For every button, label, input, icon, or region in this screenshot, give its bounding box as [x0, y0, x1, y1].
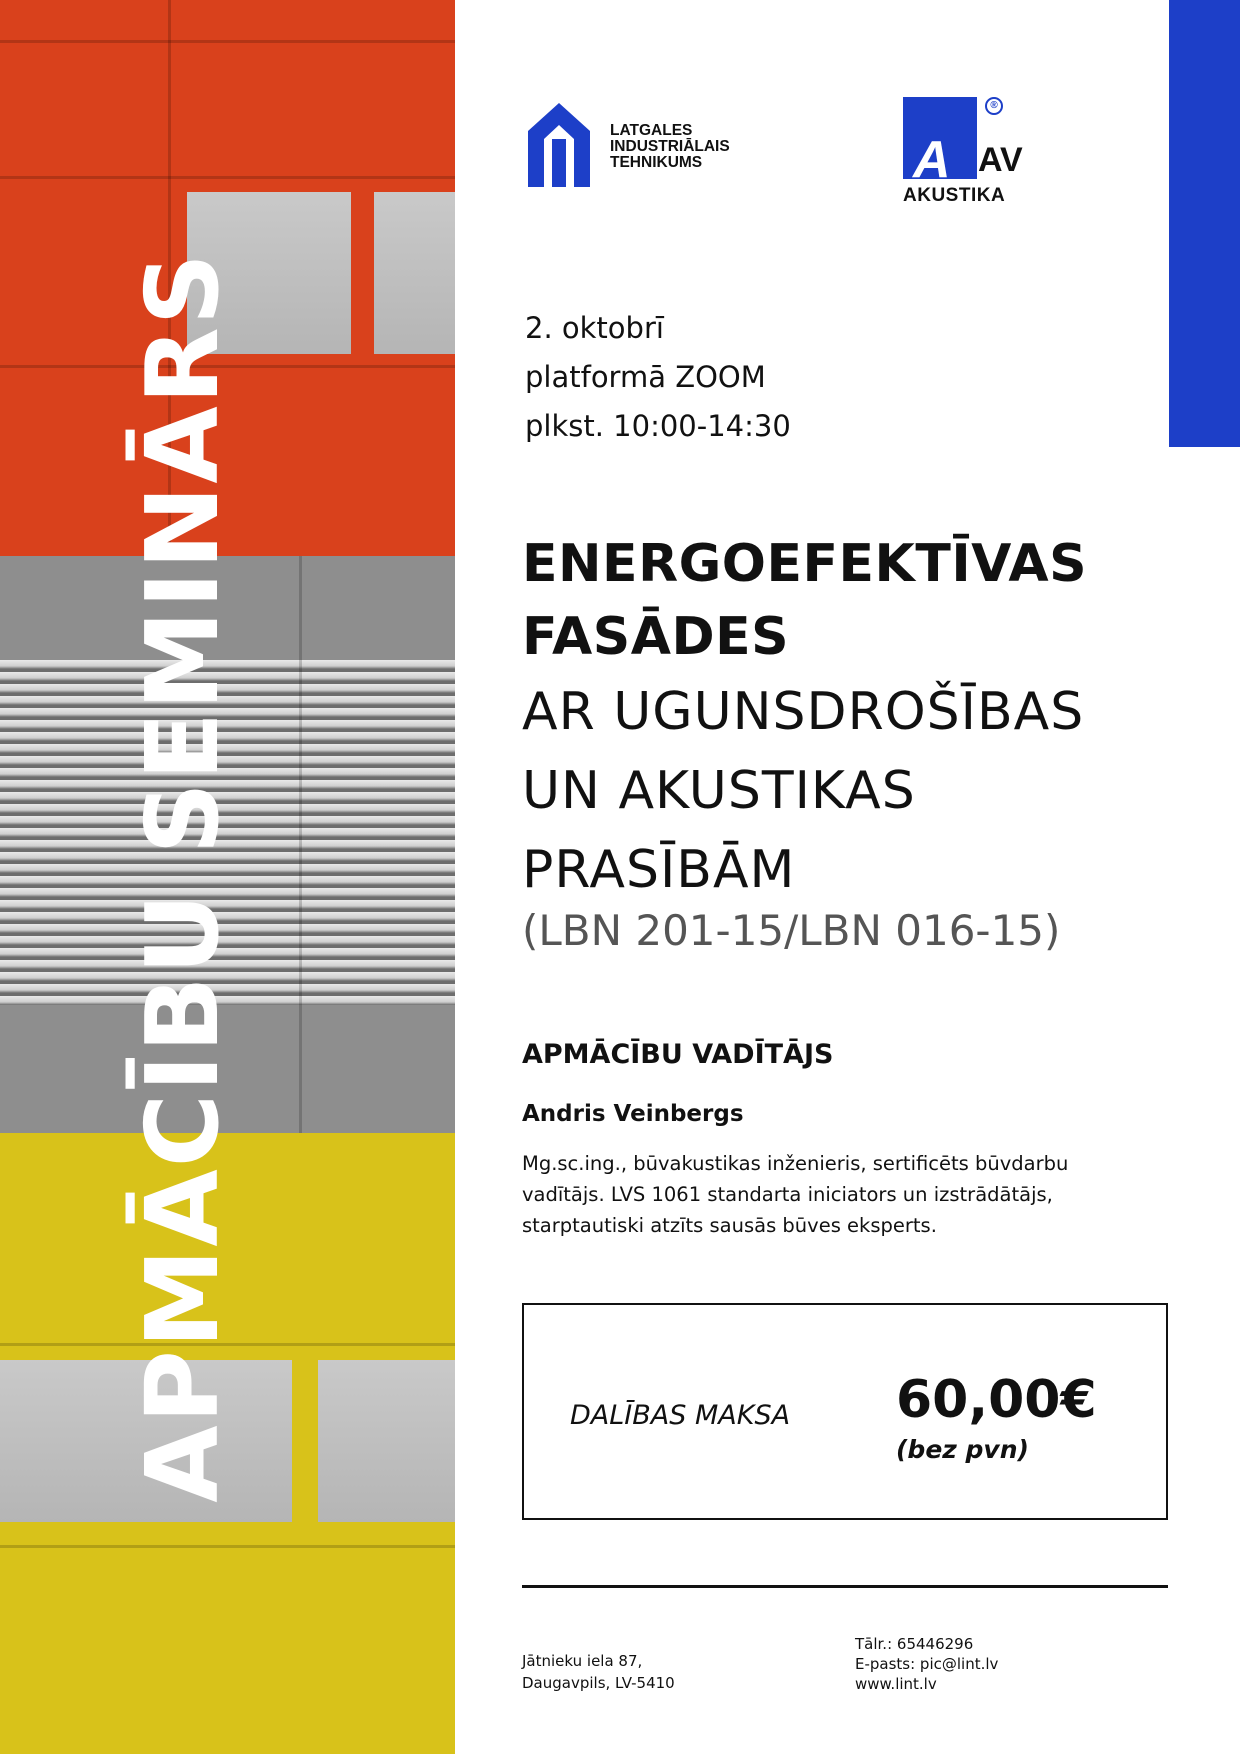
facade-window	[374, 192, 455, 354]
lit-logo-line: INDUSTRIĀLAIS	[610, 138, 730, 155]
title-line: PRASĪBĀM	[522, 840, 796, 900]
title-line: AR UGUNSDROŠĪBAS	[522, 682, 1085, 742]
lit-house-icon	[528, 103, 590, 187]
av-logo-letters: AV	[978, 141, 1023, 179]
panel-seam	[299, 556, 302, 1133]
lit-logo-text	[610, 123, 730, 171]
seminar-title-sub	[522, 673, 1084, 910]
accent-bar	[1169, 0, 1240, 447]
facade-photo	[0, 0, 455, 1754]
av-logo-name: AKUSTIKA	[903, 185, 1006, 206]
price-box	[522, 1303, 1168, 1520]
event-platform: platformā ZOOM	[525, 360, 766, 394]
price-label: DALĪBAS MAKSA	[570, 1400, 791, 1431]
bio-line: vadītājs. LVS 1061 standarta iniciators un izstrādātājs,	[522, 1183, 1053, 1206]
av-logo-mark: A	[913, 131, 951, 189]
seminar-title-main	[522, 528, 1087, 674]
contact-email[interactable]: E-pasts: pic@lint.lv	[855, 1655, 999, 1673]
facade-window	[318, 1360, 455, 1522]
address-line: Jātnieku iela 87,	[522, 1652, 643, 1670]
instructor-heading: APMĀCĪBU VADĪTĀJS	[522, 1039, 834, 1070]
lit-logo-line: TEHNIKUMS	[610, 154, 703, 171]
bio-line: starptautiski atzīts sausās būves eksperts.	[522, 1214, 937, 1237]
registered-icon: ®	[985, 97, 1003, 115]
instructor-bio	[522, 1148, 1162, 1241]
title-line: ENERGOEFEKTĪVAS	[522, 534, 1088, 594]
av-akustika-logo	[903, 97, 1033, 207]
title-line: UN AKUSTIKAS	[522, 761, 916, 821]
event-date: 2. oktobrī	[525, 311, 664, 345]
price-note: (bez pvn)	[896, 1435, 1029, 1464]
lit-logo-line: LATGALES	[610, 122, 693, 139]
standards-reference: (LBN 201-15/LBN 016-15)	[522, 906, 1061, 955]
event-time: plkst. 10:00-14:30	[525, 409, 791, 443]
address-line: Daugavpils, LV-5410	[522, 1674, 675, 1692]
title-line: FASĀDES	[522, 607, 790, 667]
instructor-name: Andris Veinbergs	[522, 1101, 744, 1127]
price-value: 60,00€	[896, 1370, 1097, 1430]
contact-website[interactable]: www.lint.lv	[855, 1675, 937, 1693]
vertical-seminar-title: APMĀCĪBU SEMINĀRS	[124, 251, 241, 1503]
footer-divider	[522, 1585, 1168, 1588]
bio-line: Mg.sc.ing., būvakustikas inženieris, sertificēts būvdarbu	[522, 1152, 1069, 1175]
footer-contacts	[855, 1634, 998, 1694]
lit-logo	[528, 103, 768, 187]
contact-phone: Tālr.: 65446296	[855, 1635, 974, 1653]
footer-address	[522, 1650, 675, 1694]
event-details	[525, 304, 791, 451]
